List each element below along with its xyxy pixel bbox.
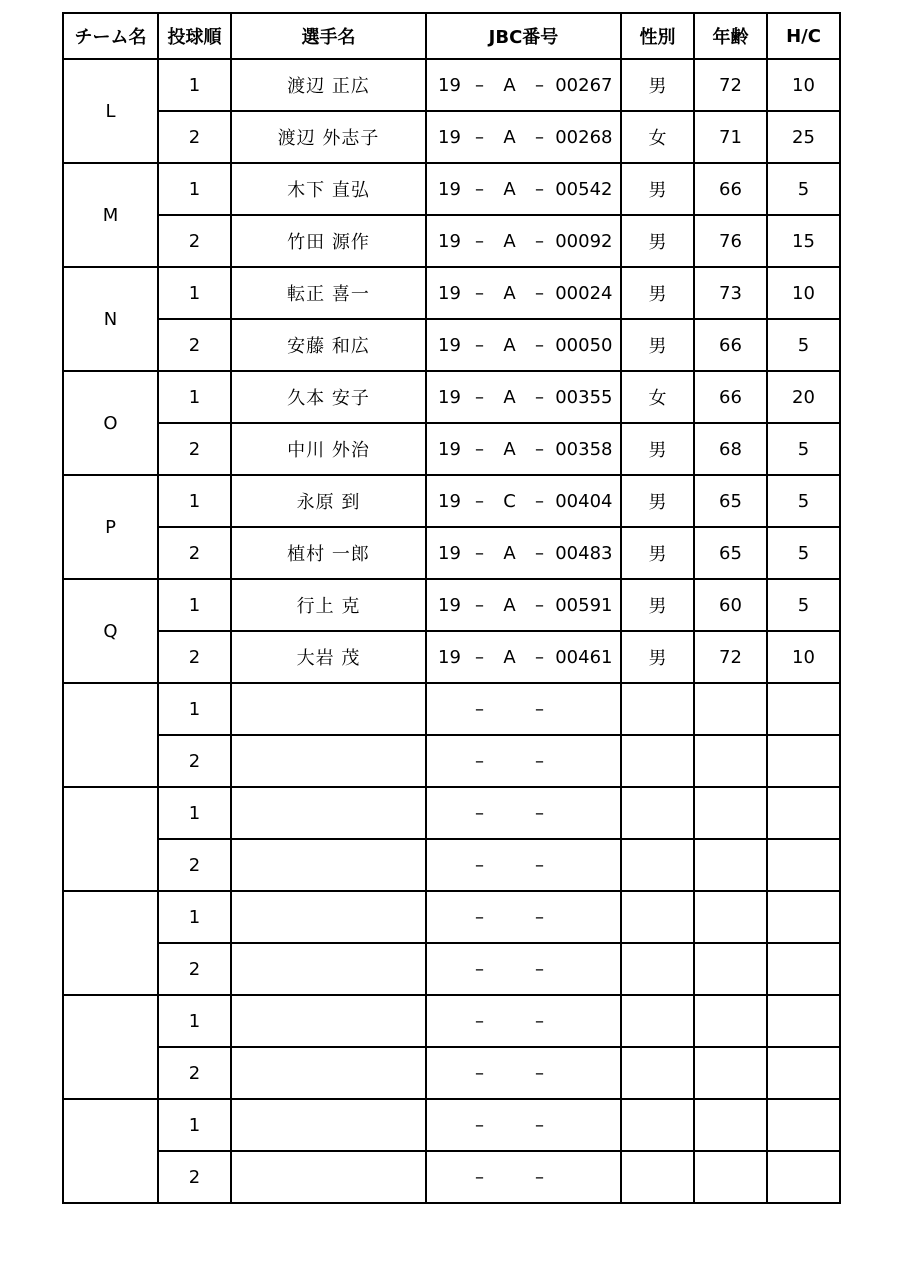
team-name-cell: P [63, 475, 158, 579]
age-cell: 71 [694, 111, 767, 163]
table-row [63, 59, 840, 111]
header-handicap: H/C [767, 13, 840, 59]
jbc-serial: 00358 [555, 438, 613, 460]
player-name-cell [231, 683, 426, 735]
header-age: 年齢 [694, 13, 767, 59]
bowling-order-cell: 1 [158, 787, 231, 839]
age-cell: 73 [694, 267, 767, 319]
jbc-separator: – [535, 178, 544, 200]
jbc-separator: – [475, 646, 484, 668]
player-name-cell: 竹田 源作 [231, 215, 426, 267]
jbc-number-cell [426, 787, 621, 839]
jbc-number-cell [426, 683, 621, 735]
sex-cell [621, 1099, 694, 1151]
player-name-cell [231, 1099, 426, 1151]
team-name-cell [63, 891, 158, 995]
age-cell: 66 [694, 163, 767, 215]
jbc-separator: – [535, 750, 544, 772]
bowling-order-cell: 2 [158, 111, 231, 163]
jbc-year: 19 [438, 594, 461, 616]
handicap-cell [767, 683, 840, 735]
sex-cell: 女 [621, 371, 694, 423]
table-row [63, 1047, 840, 1099]
jbc-class: C [503, 490, 516, 512]
sex-cell: 男 [621, 475, 694, 527]
handicap-cell: 15 [767, 215, 840, 267]
jbc-separator: – [475, 1010, 484, 1032]
bowling-order-cell: 2 [158, 943, 231, 995]
jbc-separator: – [535, 542, 544, 564]
handicap-cell: 5 [767, 423, 840, 475]
player-name-cell: 転正 喜一 [231, 267, 426, 319]
player-name-cell [231, 839, 426, 891]
age-cell [694, 943, 767, 995]
roster-body [63, 59, 840, 1203]
jbc-separator: – [535, 230, 544, 252]
handicap-cell [767, 891, 840, 943]
table-row [63, 787, 840, 839]
team-name-cell: M [63, 163, 158, 267]
bowling-order-cell: 1 [158, 683, 231, 735]
player-name-cell: 渡辺 正広 [231, 59, 426, 111]
bowling-order-cell: 1 [158, 475, 231, 527]
age-cell [694, 995, 767, 1047]
player-name-cell: 中川 外治 [231, 423, 426, 475]
jbc-serial: 00483 [555, 542, 613, 564]
age-cell [694, 1047, 767, 1099]
jbc-separator: – [535, 802, 544, 824]
jbc-class: A [503, 646, 516, 668]
jbc-separator: – [475, 1166, 484, 1188]
jbc-separator: – [475, 854, 484, 876]
jbc-year: 19 [438, 386, 461, 408]
jbc-number-cell [426, 163, 621, 215]
jbc-separator: – [475, 282, 484, 304]
sex-cell: 男 [621, 527, 694, 579]
handicap-cell: 5 [767, 163, 840, 215]
table-row [63, 371, 840, 423]
jbc-year: 19 [438, 178, 461, 200]
jbc-serial: 00404 [555, 490, 613, 512]
jbc-year: 19 [438, 230, 461, 252]
sex-cell [621, 1151, 694, 1203]
jbc-class: A [503, 74, 516, 96]
jbc-year: 19 [438, 542, 461, 564]
handicap-cell: 25 [767, 111, 840, 163]
jbc-class: A [503, 438, 516, 460]
jbc-year: 19 [438, 490, 461, 512]
age-cell [694, 683, 767, 735]
jbc-number-cell [426, 891, 621, 943]
player-name-cell [231, 891, 426, 943]
jbc-class: A [503, 230, 516, 252]
bowling-order-cell: 2 [158, 735, 231, 787]
jbc-serial: 00355 [555, 386, 613, 408]
jbc-separator: – [475, 334, 484, 356]
jbc-number-cell [426, 319, 621, 371]
bowling-order-cell: 1 [158, 1099, 231, 1151]
table-row [63, 891, 840, 943]
jbc-separator: – [535, 386, 544, 408]
handicap-cell: 5 [767, 319, 840, 371]
jbc-serial: 00461 [555, 646, 613, 668]
roster-table [62, 12, 841, 1204]
header-order: 投球順 [158, 13, 231, 59]
team-name-cell [63, 995, 158, 1099]
sex-cell [621, 891, 694, 943]
sex-cell: 男 [621, 579, 694, 631]
sex-cell: 男 [621, 215, 694, 267]
bowling-order-cell: 2 [158, 631, 231, 683]
bowling-order-cell: 2 [158, 215, 231, 267]
bowling-order-cell: 1 [158, 891, 231, 943]
jbc-separator: – [535, 1062, 544, 1084]
jbc-class: A [503, 126, 516, 148]
handicap-cell: 5 [767, 527, 840, 579]
player-name-cell: 永原 到 [231, 475, 426, 527]
jbc-separator: – [535, 1166, 544, 1188]
sex-cell [621, 787, 694, 839]
jbc-separator: – [535, 438, 544, 460]
sex-cell [621, 1047, 694, 1099]
jbc-year: 19 [438, 334, 461, 356]
age-cell: 76 [694, 215, 767, 267]
jbc-number-cell [426, 59, 621, 111]
header-sex: 性別 [621, 13, 694, 59]
table-row [63, 527, 840, 579]
jbc-serial: 00268 [555, 126, 613, 148]
table-row [63, 163, 840, 215]
handicap-cell: 10 [767, 59, 840, 111]
table-row [63, 111, 840, 163]
jbc-separator: – [475, 750, 484, 772]
handicap-cell: 10 [767, 631, 840, 683]
jbc-serial: 00591 [555, 594, 613, 616]
age-cell [694, 787, 767, 839]
handicap-cell [767, 787, 840, 839]
player-name-cell [231, 1047, 426, 1099]
jbc-serial: 00542 [555, 178, 613, 200]
bowling-order-cell: 2 [158, 1151, 231, 1203]
table-row [63, 943, 840, 995]
handicap-cell [767, 943, 840, 995]
header-team: チーム名 [63, 13, 158, 59]
sex-cell [621, 839, 694, 891]
age-cell [694, 1151, 767, 1203]
jbc-serial: 00050 [555, 334, 613, 356]
jbc-class: A [503, 178, 516, 200]
player-name-cell: 行上 克 [231, 579, 426, 631]
jbc-separator: – [535, 646, 544, 668]
jbc-number-cell [426, 475, 621, 527]
jbc-separator: – [535, 1010, 544, 1032]
age-cell: 72 [694, 59, 767, 111]
sex-cell: 男 [621, 319, 694, 371]
sex-cell: 男 [621, 267, 694, 319]
bowling-order-cell: 1 [158, 579, 231, 631]
handicap-cell [767, 1047, 840, 1099]
bowling-order-cell: 2 [158, 319, 231, 371]
player-name-cell [231, 787, 426, 839]
sex-cell: 女 [621, 111, 694, 163]
table-row [63, 735, 840, 787]
table-row [63, 423, 840, 475]
jbc-number-cell [426, 423, 621, 475]
jbc-separator: – [535, 906, 544, 928]
bowling-order-cell: 2 [158, 839, 231, 891]
sex-cell: 男 [621, 59, 694, 111]
jbc-number-cell [426, 111, 621, 163]
jbc-separator: – [475, 74, 484, 96]
table-row [63, 631, 840, 683]
jbc-year: 19 [438, 646, 461, 668]
jbc-year: 19 [438, 126, 461, 148]
player-name-cell: 渡辺 外志子 [231, 111, 426, 163]
jbc-separator: – [535, 854, 544, 876]
jbc-number-cell [426, 631, 621, 683]
jbc-number-cell [426, 1047, 621, 1099]
handicap-cell [767, 839, 840, 891]
age-cell [694, 891, 767, 943]
header-jbc-number: JBC番号 [426, 13, 621, 59]
jbc-separator: – [475, 230, 484, 252]
jbc-separator: – [535, 490, 544, 512]
player-name-cell [231, 1151, 426, 1203]
jbc-serial: 00267 [555, 74, 613, 96]
jbc-separator: – [535, 334, 544, 356]
team-name-cell [63, 1099, 158, 1203]
sex-cell: 男 [621, 423, 694, 475]
jbc-class: A [503, 386, 516, 408]
jbc-number-cell [426, 371, 621, 423]
table-row [63, 267, 840, 319]
team-name-cell [63, 787, 158, 891]
sex-cell [621, 683, 694, 735]
player-name-cell: 大岩 茂 [231, 631, 426, 683]
team-name-cell: N [63, 267, 158, 371]
jbc-separator: – [475, 594, 484, 616]
team-name-cell: Q [63, 579, 158, 683]
player-name-cell: 木下 直弘 [231, 163, 426, 215]
handicap-cell: 10 [767, 267, 840, 319]
team-name-cell: L [63, 59, 158, 163]
jbc-separator: – [475, 386, 484, 408]
player-name-cell [231, 995, 426, 1047]
bowling-order-cell: 1 [158, 995, 231, 1047]
jbc-number-cell [426, 215, 621, 267]
jbc-separator: – [535, 74, 544, 96]
jbc-separator: – [535, 126, 544, 148]
age-cell [694, 735, 767, 787]
age-cell: 65 [694, 475, 767, 527]
jbc-separator: – [535, 698, 544, 720]
sex-cell [621, 995, 694, 1047]
table-row [63, 839, 840, 891]
player-name-cell [231, 943, 426, 995]
age-cell: 72 [694, 631, 767, 683]
table-row [63, 319, 840, 371]
jbc-separator: – [535, 282, 544, 304]
handicap-cell: 5 [767, 579, 840, 631]
player-name-cell: 植村 一郎 [231, 527, 426, 579]
team-name-cell [63, 683, 158, 787]
table-row [63, 215, 840, 267]
jbc-separator: – [475, 698, 484, 720]
jbc-year: 19 [438, 438, 461, 460]
jbc-separator: – [475, 802, 484, 824]
jbc-separator: – [475, 958, 484, 980]
jbc-year: 19 [438, 74, 461, 96]
table-row [63, 1151, 840, 1203]
jbc-serial: 00024 [555, 282, 613, 304]
jbc-number-cell [426, 735, 621, 787]
jbc-number-cell [426, 839, 621, 891]
jbc-class: A [503, 594, 516, 616]
jbc-number-cell [426, 995, 621, 1047]
bowling-order-cell: 1 [158, 163, 231, 215]
handicap-cell [767, 995, 840, 1047]
age-cell: 60 [694, 579, 767, 631]
bowling-order-cell: 2 [158, 1047, 231, 1099]
sex-cell: 男 [621, 631, 694, 683]
table-row [63, 995, 840, 1047]
age-cell [694, 839, 767, 891]
age-cell: 66 [694, 371, 767, 423]
bowling-order-cell: 2 [158, 423, 231, 475]
jbc-class: A [503, 542, 516, 564]
age-cell: 66 [694, 319, 767, 371]
bowling-order-cell: 1 [158, 59, 231, 111]
bowling-order-cell: 1 [158, 267, 231, 319]
jbc-separator: – [475, 1062, 484, 1084]
player-name-cell: 久本 安子 [231, 371, 426, 423]
handicap-cell [767, 735, 840, 787]
sex-cell: 男 [621, 163, 694, 215]
player-name-cell [231, 735, 426, 787]
player-name-cell: 安藤 和広 [231, 319, 426, 371]
handicap-cell: 20 [767, 371, 840, 423]
age-cell [694, 1099, 767, 1151]
jbc-number-cell [426, 1099, 621, 1151]
jbc-separator: – [475, 178, 484, 200]
sex-cell [621, 735, 694, 787]
handicap-cell: 5 [767, 475, 840, 527]
jbc-separator: – [475, 126, 484, 148]
handicap-cell [767, 1099, 840, 1151]
jbc-separator: – [475, 906, 484, 928]
team-name-cell: O [63, 371, 158, 475]
table-row [63, 475, 840, 527]
bowling-order-cell: 1 [158, 371, 231, 423]
jbc-number-cell [426, 1151, 621, 1203]
handicap-cell [767, 1151, 840, 1203]
age-cell: 68 [694, 423, 767, 475]
jbc-separator: – [475, 490, 484, 512]
sex-cell [621, 943, 694, 995]
jbc-class: A [503, 282, 516, 304]
jbc-separator: – [475, 1114, 484, 1136]
jbc-class: A [503, 334, 516, 356]
header-player-name: 選手名 [231, 13, 426, 59]
table-row [63, 579, 840, 631]
jbc-year: 19 [438, 282, 461, 304]
jbc-number-cell [426, 579, 621, 631]
jbc-separator: – [535, 594, 544, 616]
jbc-separator: – [475, 542, 484, 564]
table-row [63, 1099, 840, 1151]
jbc-separator: – [535, 958, 544, 980]
jbc-number-cell [426, 267, 621, 319]
jbc-number-cell [426, 527, 621, 579]
jbc-separator: – [535, 1114, 544, 1136]
header-row [63, 13, 840, 59]
jbc-number-cell [426, 943, 621, 995]
jbc-serial: 00092 [555, 230, 613, 252]
table-row [63, 683, 840, 735]
bowling-order-cell: 2 [158, 527, 231, 579]
age-cell: 65 [694, 527, 767, 579]
jbc-separator: – [475, 438, 484, 460]
